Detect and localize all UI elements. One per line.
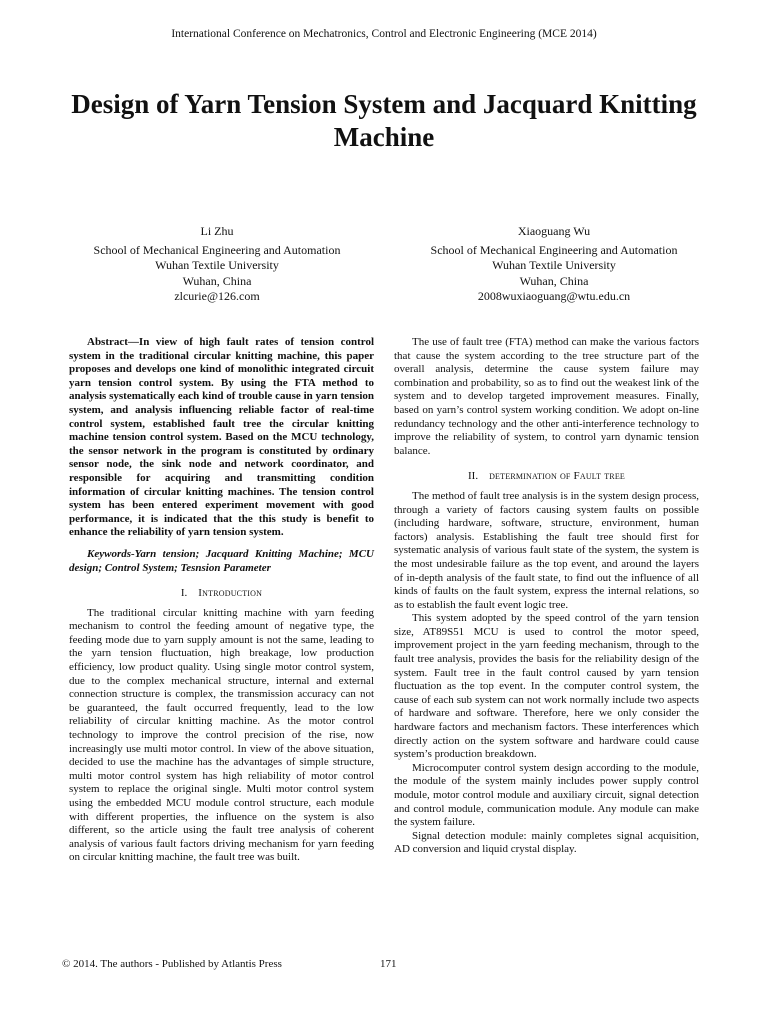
author-city: Wuhan, China — [519, 273, 589, 288]
author-name: Li Zhu — [200, 224, 234, 238]
author-block-2 — [394, 224, 714, 305]
paragraph: Microcomputer control system design according to the module, the module of the system mainly includes power supply control module, motor control module and auxiliary circuit, signal detection and control module, communication module. Any module can make the system failure. — [394, 761, 699, 829]
author-university: Wuhan Textile University — [155, 258, 279, 272]
right-column — [394, 336, 699, 857]
author-block-1 — [57, 224, 377, 305]
paragraph: The method of fault tree analysis is in the system design process, through a variety of factors causing system faults on possible (including hardware, software, structure, environment, human factors) analysis. Establishing the fault tree should first for systematic analysis of various fault state of the system, the system is the most undesirable failure as the top event, and around the layers of in-depth analysis of the fault state, to find out the influence of all kinds of faults on the fault system, express the internal relations, so as to establish the fault event logic tree. — [394, 489, 699, 611]
author-affiliation: School of Mechanical Engineering and Automation — [430, 242, 678, 257]
section-heading-fault-tree — [394, 470, 699, 484]
author-university: Wuhan Textile University — [492, 258, 616, 272]
author-city: Wuhan, China — [182, 273, 252, 288]
paragraph: Signal detection module: mainly completes signal acquisition, AD conversion and liquid crystal display. — [394, 829, 699, 856]
section-number: I. — [180, 587, 188, 600]
paper-title: Design of Yarn Tension System and Jacquard Knitting Machine — [71, 89, 697, 152]
section-title: determination of Fault tree — [489, 470, 625, 483]
section-title: Introduction — [198, 587, 263, 600]
keywords: Keywords-Yarn tension; Jacquard Knitting Machine; MCU design; Control System; Tesnsion Parameter — [69, 547, 374, 574]
author-email: 2008wuxiaoguang@wtu.edu.cn — [477, 289, 631, 303]
left-column — [69, 336, 374, 865]
author-name: Xiaoguang Wu — [517, 224, 591, 238]
abstract: Abstract—In view of high fault rates of tension control system in the traditional circular knitting machine, this paper proposes and develops one kind of monolithic integrated circuit yarn tension control system. By using the FTA method to analysis systematically each kind of trouble cause in yarn tension system, and analysis influencing reliable factor of real-time control system, established fault tree the circular knitting machine tension control system. Based on the MCU technology, the sensor network in the program is constituted by ordinary sensor node, the sink node and network coordinator, and responsible for acquiring and transmitting condition information of circular knitting machines. The tension control system has been entered experiment movement with good performance, it is indicated that the this study is benefit to enhance the reliability of yarn tension system. — [69, 336, 374, 539]
section-number: II. — [468, 470, 479, 483]
conference-header: International Conference on Mechatronics, Control and Electronic Engineering (MCE 2014) — [171, 28, 597, 40]
paragraph: The use of fault tree (FTA) method can make the various factors that cause the system according to the tree structure part of the overall analysis, determine the cause system failure may combination and probability, so as to find out the weakest link of the system and to develop targeted improvement measures. Finally, based on yarn’s control system working condition. We adopt on-line redundancy technology and the other anti-interference technology to improve the reliability of system, to control yarn dynamic tension balance. — [394, 336, 699, 457]
paragraph: This system adopted by the speed control of the yarn tension size, AT89S51 MCU is used to control the motor speed, improvement project in the yarn feeding mechanism, through to the fault tree analysis, provides the basis for the reliability design of the system. Fault tree in the fault control caused by yarn tension fluctuation as the top event. In the computer control system, the cause of each sub system can not work normally include two aspects of hardware and software. Therefore, here we only consider the hardware factors and mechanism factors. These interferences which directly action on the system software and hardware could cause system’s production breakdown. — [394, 612, 699, 761]
author-email: zlcurie@126.com — [174, 289, 260, 303]
publisher-note: © 2014. The authors - Published by Atlantis Press — [62, 958, 282, 970]
section-heading-introduction — [69, 587, 374, 601]
page-number: 171 — [380, 958, 397, 970]
author-affiliation: School of Mechanical Engineering and Automation — [93, 242, 341, 257]
paragraph: The traditional circular knitting machine with yarn feeding mechanism to control the feeding amount of negative type, the feeding mode due to yarn supply amount is not the same, leading to the yarn tension fluctuation, high breakage, low production efficiency, low product quality. Using single motor control system, due to the complex mechanical structure, internal and external connection structure is complex, the transmission accuracy can not be guaranteed, the fault occurred frequently, lead to the low reliability of circular knitting machine. As the motor control technology to improve the control precision of the rise, now increasingly use multi motor control. In view of the above situation, decided to use the machine has the advantages of simple structure, multi motor control system has high reliability of motor control system to replace the original single. Multi motor control system using the embedded MCU module control structure, each module with different properties, the influence on the system is also different, so the article using the fault tree analysis of coherent analysis of various fault factors driving mechanism for yarn feeding on circular knitting machine, the fault tree was built. — [69, 606, 374, 864]
